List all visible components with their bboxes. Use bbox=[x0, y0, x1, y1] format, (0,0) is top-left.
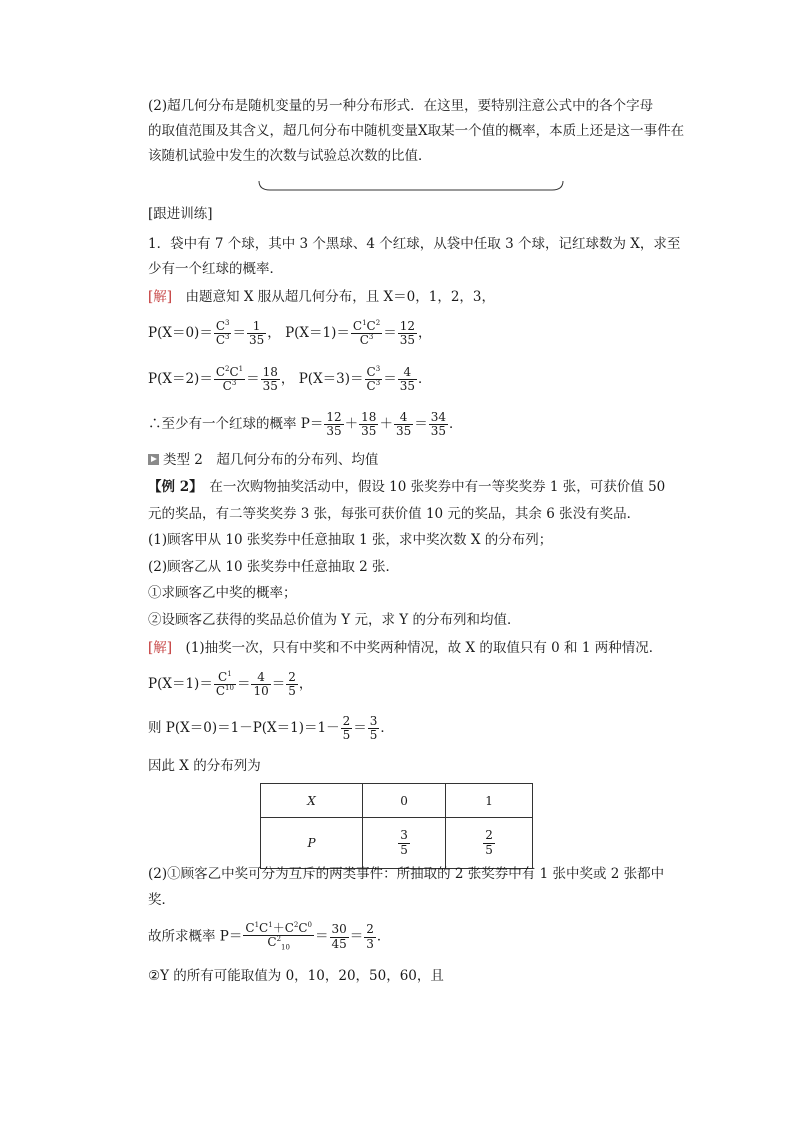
px1-fraction: $\frac{2}{5}$ bbox=[288, 669, 296, 698]
px0-line: 则 P(X＝0)＝1－P(X＝1)＝1－ $\frac{2}{5}$ ＝ $\frac{3}{5}$ ． bbox=[148, 713, 394, 742]
p3-combination-fraction: $\frac{C^3}{C^3}$ bbox=[366, 364, 381, 393]
type-2-heading bbox=[148, 450, 378, 470]
note-line-1: (2)超几何分布是随机变量的另一种分布形式．在这里，要特别注意公式中的各个字母 bbox=[148, 98, 654, 114]
prob-line-p2-p3: P(X＝2)＝ $\frac{C^2C^1}{C^3}$ ＝ $\frac{18}{35}$ ， P(X＝3)＝ $\frac{C^3}{C^3}$ ＝ $\frac{4}{35}$ ． bbox=[148, 364, 432, 393]
p0-combination-fraction: $\frac{C^3}{C^3}$ bbox=[215, 318, 230, 347]
example-solution-text: (1)抽奖一次，只有中奖和不中奖两种情况，故 X 的取值只有 0 和 1 两种情况． bbox=[172, 640, 663, 656]
term-3-fraction: $\frac{4}{35}$ bbox=[395, 409, 412, 438]
p2-combination-fraction: $\frac{C^2C^1}{C^3}$ bbox=[215, 364, 244, 393]
px1-mid-fraction: $\frac{4}{10}$ bbox=[253, 669, 269, 698]
px1-line: P(X＝1)＝ $\frac{C^1}{C^{10}}$ ＝ $\frac{4}{10}$ ＝ $\frac{2}{5}$ ， bbox=[148, 669, 313, 698]
table-prob-0: $\frac{3}{5}$ bbox=[363, 818, 446, 869]
p2-label: P(X＝2)＝ bbox=[148, 371, 213, 387]
p0-label: P(X＝0)＝ bbox=[148, 325, 213, 341]
distribution-table bbox=[260, 783, 533, 869]
note-line-3: 该随机试验中发生的次数与试验总次数的比值． bbox=[148, 148, 432, 164]
part2-combination-fraction: $\frac{C^1C^1+C^2C^0}{C^2_{10}}$ bbox=[245, 921, 312, 952]
table-row bbox=[261, 818, 533, 869]
px0-prefix: 则 P(X＝0)＝1－P(X＝1)＝1－ bbox=[148, 720, 340, 736]
part2-mid-fraction: $\frac{30}{45}$ bbox=[331, 922, 347, 951]
example-2-solution-line bbox=[148, 638, 662, 658]
table-header-0: 0 bbox=[363, 784, 446, 818]
example-2-q1: (1)顾客甲从 10 张奖券中任意抽取 1 张，求中奖次数 X 的分布列； bbox=[148, 532, 553, 548]
solution-text: 由题意知 X 服从超几何分布，且 X＝0，1，2，3， bbox=[172, 289, 495, 305]
practice-question-line-2: 少有一个红球的概率． bbox=[148, 261, 283, 277]
term-1-fraction: $\frac{12}{35}$ bbox=[326, 409, 342, 438]
part2-y-values: ②Y 的所有可能取值为 0，10，20，50，60，且 bbox=[148, 968, 444, 984]
example-solution-tag: [解] bbox=[148, 640, 173, 656]
example-2-q2b: ②设顾客乙获得的奖品总价值为 Y 元，求 Y 的分布列和均值． bbox=[148, 612, 521, 628]
example-2-q2: (2)顾客乙从 10 张奖券中任意抽取 2 张． bbox=[148, 559, 400, 575]
prob-line-p0-p1: P(X＝0)＝ $\frac{C^3}{C^3}$ ＝ $\frac{1}{35}$ ， P(X＝1)＝ $\frac{C^1C^2}{C^3}$ ＝ $\frac{12}{35}$ ， bbox=[148, 318, 432, 347]
part2-fraction: $\frac{2}{3}$ bbox=[366, 922, 374, 951]
section-divider-bracket bbox=[258, 180, 564, 192]
p2-fraction: $\frac{18}{35}$ bbox=[262, 364, 278, 393]
practice-conclusion: ∴至少有一个红球的概率 P＝ $\frac{12}{35}$ ＋ $\frac{18}{35}$ ＋ $\frac{4}{35}$ ＝ $\frac{34}{35}$ ． bbox=[148, 409, 463, 438]
practice-solution-line bbox=[148, 287, 495, 307]
px0-sub-fraction: $\frac{2}{5}$ bbox=[342, 713, 351, 742]
type-title: 超几何分布的分布列、均值 bbox=[216, 452, 379, 468]
table-prob-1: $\frac{2}{5}$ bbox=[446, 818, 533, 869]
p1-label: P(X＝1)＝ bbox=[285, 325, 350, 341]
table-row-label: P bbox=[261, 818, 363, 869]
type-tag: 类型 2 bbox=[163, 452, 203, 468]
p3-label: P(X＝3)＝ bbox=[298, 371, 364, 387]
example-2-line-2: 元的奖品，有二等奖奖券 3 张，每张可获价值 10 元的奖品，其余 6 张没有奖品． bbox=[148, 506, 641, 522]
p1-fraction: $\frac{12}{35}$ bbox=[399, 318, 415, 347]
term-2-fraction: $\frac{18}{35}$ bbox=[361, 409, 377, 438]
part2-prefix: 故所求概率 P＝ bbox=[148, 928, 243, 945]
part2-line-1: (2)①顾客乙中奖可分为互斥的两类事件：所抽取的 2 张奖券中有 1 张中奖或 2 张都中 bbox=[148, 866, 665, 882]
example-2-line-1 bbox=[148, 477, 665, 497]
example-text-1: 在一次购物抽奖活动中，假设 10 张奖券中有一等奖奖券 1 张，可获价值 50 bbox=[195, 479, 666, 495]
practice-header: [跟进训练] bbox=[148, 206, 213, 222]
px1-label: P(X＝1)＝ bbox=[148, 676, 213, 692]
px1-combination-fraction: $\frac{C^1}{C^{10}}$ bbox=[215, 669, 234, 698]
distribution-intro: 因此 X 的分布列为 bbox=[148, 758, 261, 774]
part2-line-2: 奖． bbox=[148, 892, 175, 908]
note-line-2: 的取值范围及其含义，超几何分布中随机变量X取某一个值的概率，本质上还是这一事件在 bbox=[148, 123, 685, 139]
part2-probability: 故所求概率 P＝ $\frac{C^1C^1+C^2C^0}{C^2_{10}}$ ＝ $\frac{30}{45}$ ＝ $\frac{2}{3}$ ． bbox=[148, 921, 391, 952]
solution-tag: [解] bbox=[148, 289, 173, 305]
px0-fraction: $\frac{3}{5}$ bbox=[369, 713, 378, 742]
p0-fraction: $\frac{1}{35}$ bbox=[248, 318, 265, 347]
example-label: 【例 2】 bbox=[148, 479, 196, 495]
conclusion-prefix: ∴至少有一个红球的概率 P＝ bbox=[148, 416, 324, 432]
p1-combination-fraction: $\frac{C^1C^2}{C^3}$ bbox=[352, 318, 381, 347]
table-header-x: X bbox=[261, 784, 363, 818]
practice-question-line-1: 1．袋中有 7 个球，其中 3 个黑球、4 个红球，从袋中任取 3 个球，记红球数为 X，求至 bbox=[148, 236, 681, 252]
play-tag-icon bbox=[148, 454, 159, 465]
table-row bbox=[261, 784, 533, 818]
p3-fraction: $\frac{4}{35}$ bbox=[399, 364, 415, 393]
example-2-q2a: ①求顾客乙中奖的概率； bbox=[148, 585, 297, 601]
result-fraction: $\frac{34}{35}$ bbox=[430, 409, 446, 438]
table-header-1: 1 bbox=[446, 784, 533, 818]
